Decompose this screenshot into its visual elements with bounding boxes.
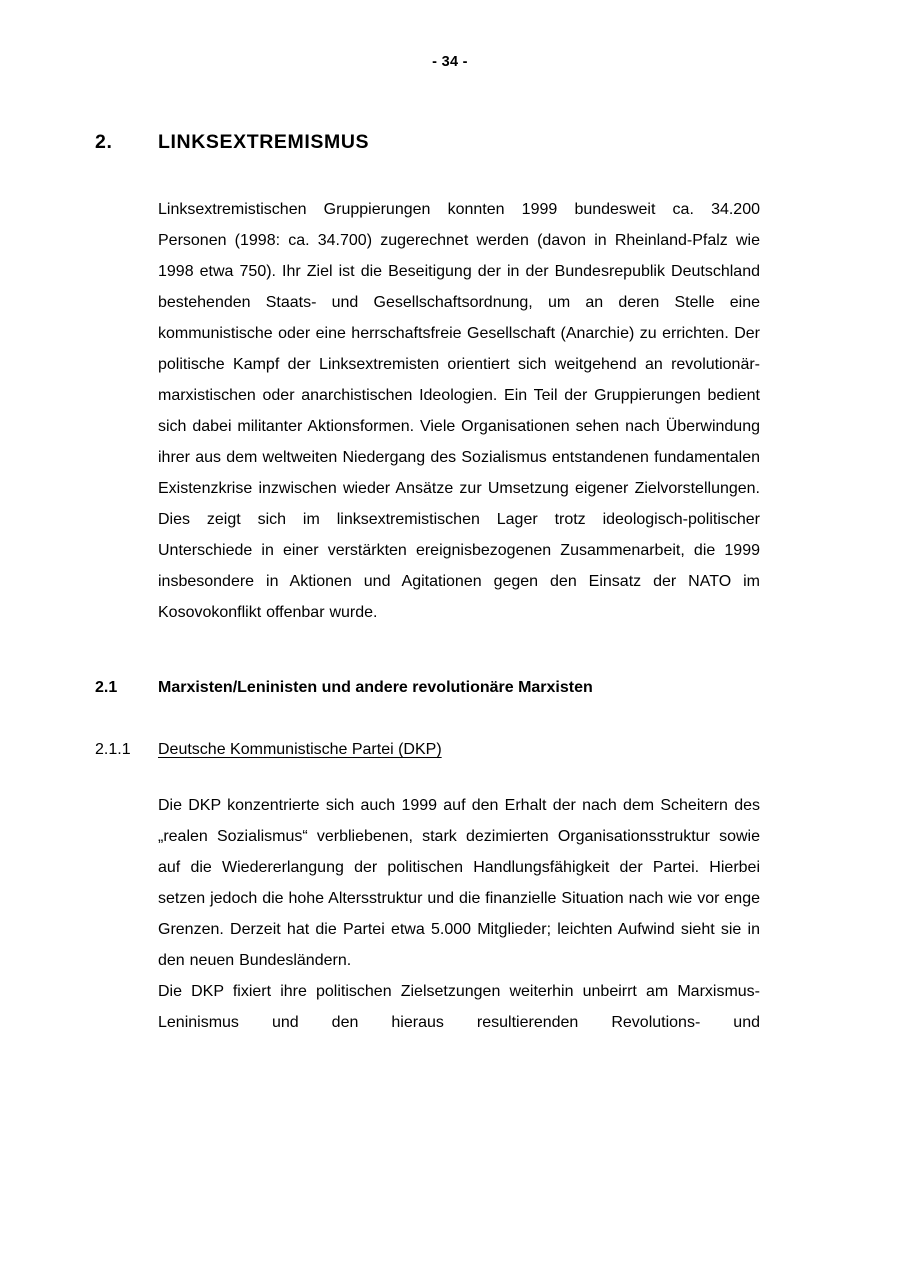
subsection-title: Marxisten/Leninisten und andere revolutionäre Marxisten xyxy=(158,679,593,696)
dkp-paragraph-1: Die DKP konzentrierte sich auch 1999 auf den Erhalt der nach dem Scheitern des „realen Sozialismus“ verbliebenen, stark dezimierten Organisationsstruktur sowie auf die Wiedererlangung der politischen Handlungsfähigkeit der Partei. Hierbei setzen jedoch die hohe Altersstruktur und die finanzielle Situation nach wie vor enge Grenzen. Derzeit hat die Partei etwa 5.000 Mitglieder; leichten Aufwind sieht sie in den neuen Bundesländern. xyxy=(158,797,760,969)
dkp-paragraph-2: Die DKP fixiert ihre politischen Zielsetzungen weiterhin unbeirrt am Marxismus-Leninismus und den hieraus resultierenden Revolutions- und xyxy=(158,983,760,1031)
chapter-intro-paragraph: Linksextremistischen Gruppierungen konnten 1999 bundesweit ca. 34.200 Personen (1998: ca. 34.700) zugerechnet werden (davon in Rheinland-Pfalz wie 1998 etwa 750). Ihr Ziel ist die Beseitigung der in der Bundesrepublik Deutschland bestehenden Staats- und Gesellschaftsordnung, um an deren Stelle eine kommunistische oder eine herrschaftsfreie Gesellschaft (Anarchie) zu errichten. Der politische Kampf der Linksextremisten orientiert sich weitgehend an revolutionär-marxistischen oder anarchistischen Ideologien. Ein Teil der Gruppierungen bedient sich dabei militanter Aktionsformen. Viele Organisationen sehen nach Überwindung ihrer aus dem weltweiten Niedergang des Sozialismus entstandenen fundamentalen Existenzkrise inzwischen wieder Ansätze zur Umsetzung eigener Zielvorstellungen. Dies zeigt sich im linksextremistischen Lager trotz ideologisch-politischer Unterschiede in einer verstärkten ereignisbezogenen Zusammenarbeit, die 1999 insbesondere in Aktionen und Agitationen gegen den Einsatz der NATO im Kosovokonflikt offenbar wurde. xyxy=(158,201,760,621)
subsection-number: 2.1 xyxy=(95,679,118,696)
subsubsection-heading xyxy=(95,738,760,762)
chapter-heading xyxy=(95,130,760,154)
subsubsection-title: Deutsche Kommunistische Partei (DKP) xyxy=(158,741,442,758)
chapter-title: LINKSEXTREMISMUS xyxy=(158,131,370,153)
subsection-heading xyxy=(95,676,760,700)
subsubsection-number: 2.1.1 xyxy=(95,741,131,758)
page-content xyxy=(95,0,760,1038)
chapter-number: 2. xyxy=(95,131,113,153)
page-number: - 34 - xyxy=(432,54,468,70)
